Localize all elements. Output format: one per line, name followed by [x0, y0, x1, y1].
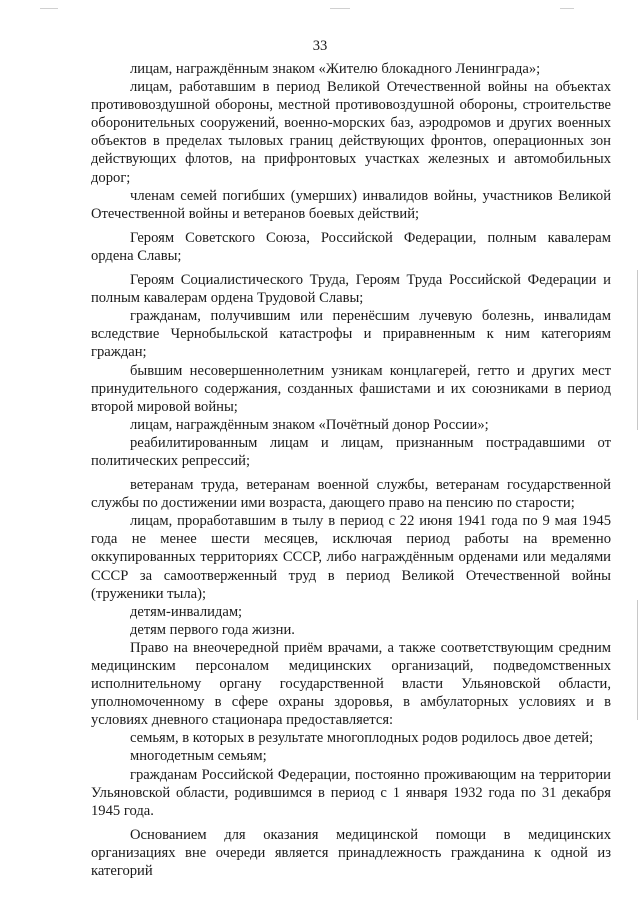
paragraph: лицам, награждённым знаком «Почётный донор России»; — [130, 416, 489, 433]
document-body — [91, 60, 611, 880]
paragraph: членам семей погибших (умерших) инвалидов войны, участников Великой Отечественной войны и ветеранов боевых действий; — [91, 187, 611, 222]
scan-artifact — [330, 8, 350, 9]
scan-artifact — [40, 8, 58, 9]
page-number: 33 — [312, 38, 328, 54]
paragraph: лицам, проработавшим в тылу в период с 22 июня 1941 года по 9 мая 1945 года не менее шести месяцев, исключая период работы на временно оккупированных территориях СССР, либо награждённым орденами или медалями СССР за самоотверженный труд в период Великой Отечественной войны (труженики тыла); — [91, 513, 611, 602]
paragraph: лицам, работавшим в период Великой Отечественной войны на объектах противовоздушной обороны, местной противовоздушной обороны, строительстве оборонительных сооружений, военно-морских баз, аэродромов и других военных объектов в пределах тыловых границ действующих фронтов, операционных зон действующих флотов, на прифронтовых участках железных и автомобильных дорог; — [91, 79, 611, 186]
paragraph: детям-инвалидам; — [130, 603, 243, 620]
paragraph: лицам, награждённым знаком «Жителю блокадного Ленинграда»; — [130, 61, 541, 77]
scan-artifact — [560, 8, 574, 9]
paragraph: Героям Советского Союза, Российской Федерации, полным кавалерам ордена Славы; — [91, 229, 611, 264]
paragraph: реабилитированным лицам и лицам, признанным пострадавшими от политических репрессий; — [91, 434, 611, 469]
scan-edge-line — [637, 270, 638, 430]
paragraph: гражданам Российской Федерации, постоянно проживающим на территории Ульяновской области, родившимся в период с 1 января 1932 года по 31 декабря 1945 года. — [91, 766, 611, 819]
paragraph: Героям Социалистического Труда, Героям Труда Российской Федерации и полным кавалерам ордена Трудовой Славы; — [91, 272, 611, 307]
scan-edge-line — [637, 600, 638, 720]
paragraph: детям первого года жизни. — [130, 621, 295, 638]
paragraph: семьям, в которых в результате многоплодных родов родилось двое детей; — [130, 730, 594, 747]
paragraph: Основанием для оказания медицинской помощи в медицинских организациях вне очереди является принадлежность гражданина к одной из категорий — [91, 826, 611, 880]
paragraph: гражданам, получившим или перенёсшим лучевую болезнь, инвалидам вследствие Чернобыльской катастрофы и приравненным к ним категориям граждан; — [91, 308, 611, 361]
paragraph: Право на внеочередной приём врачами, а также соответствующим средним медицинским персоналом медицинских организаций, подведомственных исполнительному органу государственной власти Ульяновской области, уполномоченному в сфере охраны здоровья, в амбулаторных условиях и в условиях дневного стационара предоставляется: — [91, 639, 611, 729]
paragraph: ветеранам труда, ветеранам военной службы, ветеранам государственной службы по достижении ими возраста, дающего право на пенсию по старости; — [91, 477, 611, 512]
paragraph: многодетным семьям; — [130, 748, 267, 765]
paragraph: бывшим несовершеннолетним узникам концлагерей, гетто и других мест принудительного содержания, созданных фашистами и их союзниками в период второй мировой войны; — [91, 362, 611, 415]
